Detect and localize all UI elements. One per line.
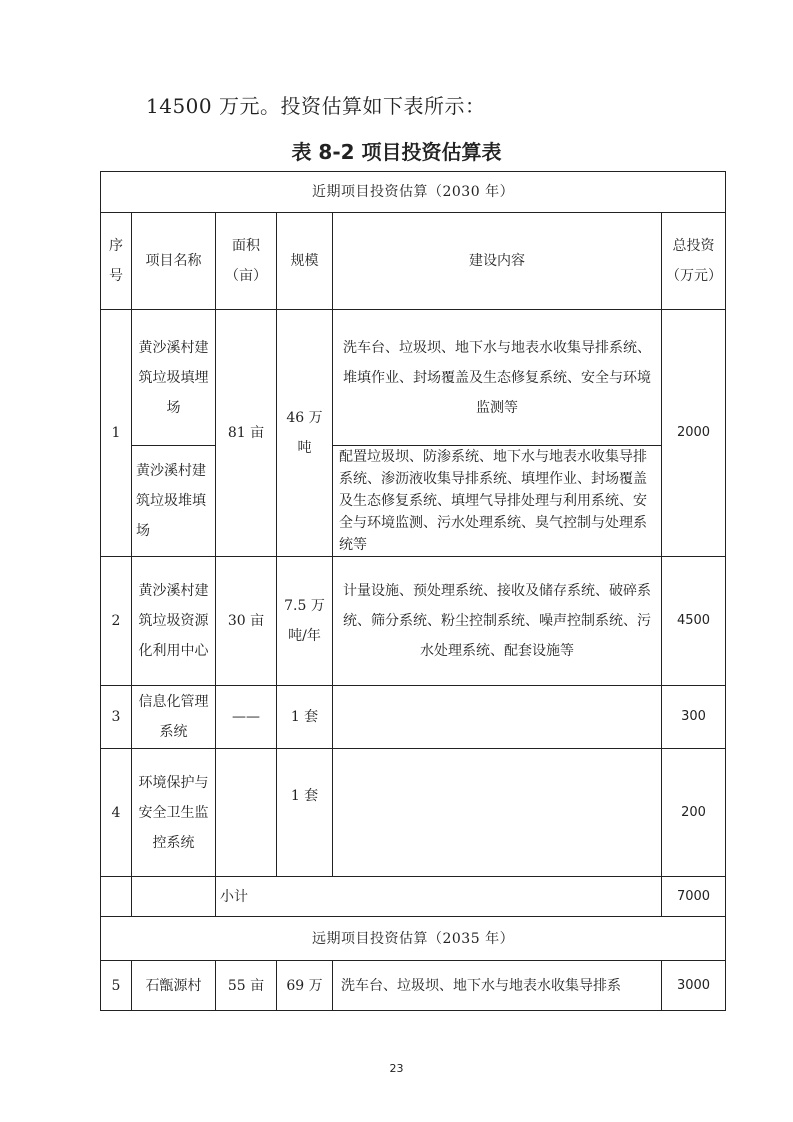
page-number: 23 — [389, 1062, 404, 1075]
row-5-scale: 69 万 — [277, 961, 333, 1011]
table-row — [101, 686, 726, 749]
column-header-scale: 规模 — [277, 213, 333, 310]
row-3-scale: 1 套 — [277, 686, 333, 749]
investment-table — [100, 171, 726, 1011]
subtotal-value: 7000 — [662, 877, 726, 917]
row-1-content-landfill: 洗车台、垃圾坝、地下水与地表水收集导排系统、堆填作业、封场覆盖及生态修复系统、安全与环境监测等 — [333, 310, 662, 446]
row-4-total: 200 — [662, 749, 726, 877]
row-3-seq: 3 — [101, 686, 132, 749]
table-title: 表 8-2 项目投资估算表 — [291, 140, 502, 164]
table-row — [101, 557, 726, 686]
row-5-seq: 5 — [101, 961, 132, 1011]
long-term-heading: 远期项目投资估算（2035 年） — [101, 917, 726, 961]
table-row — [101, 310, 726, 446]
row-3-area: —— — [216, 686, 277, 749]
row-3-content — [333, 686, 662, 749]
row-4-content — [333, 749, 662, 877]
row-4-name: 环境保护与安全卫生监控系统 — [132, 749, 216, 877]
table-row — [101, 446, 726, 557]
intro-paragraph: 14500 万元。投资估算如下表所示： — [146, 94, 486, 118]
row-1-area: 81 亩 — [216, 310, 277, 557]
near-term-heading: 近期项目投资估算（2030 年） — [101, 172, 726, 213]
row-1-content-dump: 配置垃圾坝、防渗系统、地下水与地表水收集导排系统、渗沥液收集导排系统、填埋作业、封场覆盖及生态修复系统、填埋气导排处理与利用系统、安全与环境监测、污水处理系统、臭气控制与处理系统等 — [333, 446, 662, 557]
subtotal-row — [101, 877, 726, 917]
row-2-area: 30 亩 — [216, 557, 277, 686]
row-1-name-dump: 黄沙溪村建筑垃圾堆填场 — [132, 446, 216, 557]
row-5-content: 洗车台、垃圾坝、地下水与地表水收集导排系 — [333, 961, 662, 1011]
row-5-total: 3000 — [662, 961, 726, 1011]
row-5-area: 55 亩 — [216, 961, 277, 1011]
row-2-total: 4500 — [662, 557, 726, 686]
row-3-name: 信息化管理系统 — [132, 686, 216, 749]
row-2-seq: 2 — [101, 557, 132, 686]
row-1-name-landfill: 黄沙溪村建筑垃圾填埋场 — [132, 310, 216, 446]
table-row — [101, 749, 726, 877]
column-header-seq: 序号 — [101, 213, 132, 310]
column-header-name: 项目名称 — [132, 213, 216, 310]
row-4-seq: 4 — [101, 749, 132, 877]
row-1-total: 2000 — [662, 310, 726, 557]
table-row — [101, 961, 726, 1011]
row-4-area — [216, 749, 277, 877]
row-1-seq: 1 — [101, 310, 132, 557]
row-3-total: 300 — [662, 686, 726, 749]
row-1-scale: 46 万吨 — [277, 310, 333, 557]
column-header-area: 面积（亩） — [216, 213, 277, 310]
row-2-content: 计量设施、预处理系统、接收及储存系统、破碎系统、筛分系统、粉尘控制系统、噪声控制系统、污水处理系统、配套设施等 — [333, 557, 662, 686]
column-header-content: 建设内容 — [333, 213, 662, 310]
row-5-name: 石甑源村 — [132, 961, 216, 1011]
column-header-total: 总投资（万元） — [662, 213, 726, 310]
row-4-scale: 1 套 — [277, 749, 333, 877]
subtotal-label: 小计 — [216, 877, 662, 917]
row-2-scale: 7.5 万吨/年 — [277, 557, 333, 686]
row-2-name: 黄沙溪村建筑垃圾资源化利用中心 — [132, 557, 216, 686]
